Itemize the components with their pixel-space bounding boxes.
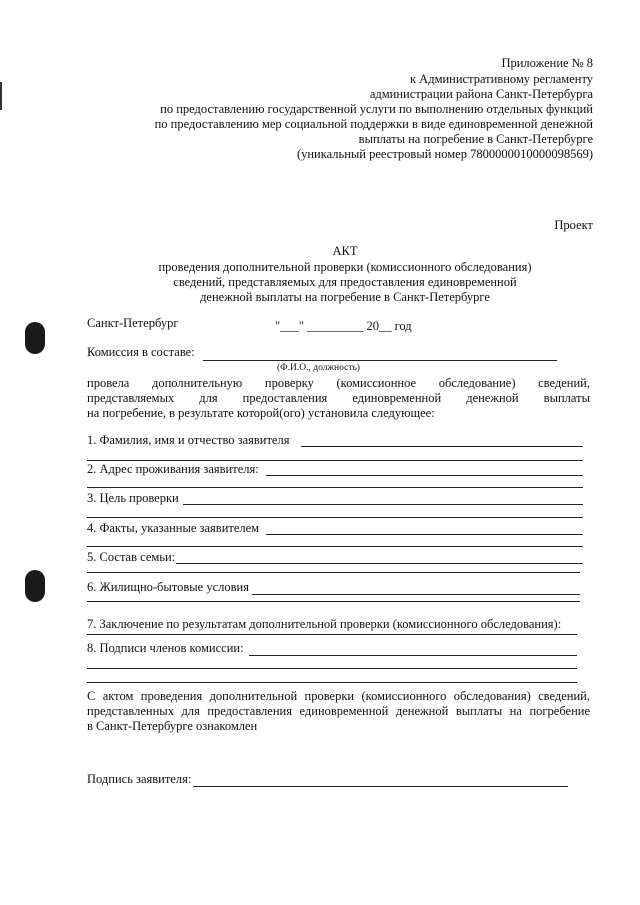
item-full-name: 1. Фамилия, имя и отчество заявителя	[87, 433, 290, 447]
item-living-conditions: 6. Жилищно-бытовые условия	[87, 580, 249, 594]
item-facts: 4. Факты, указанные заявителем	[87, 521, 260, 535]
field-line	[87, 668, 577, 669]
draft-label: Проект	[554, 218, 593, 232]
registry-number: (уникальный реестровый номер 7800000010000098569)	[296, 147, 593, 161]
item-purpose: 3. Цель проверки	[87, 491, 179, 505]
date-field: "___" _________ 20__ год	[275, 319, 412, 333]
field-line	[87, 572, 580, 573]
header-line: по предоставлению государственной услуги по выполнению отдельных функций	[160, 102, 593, 116]
field-line	[87, 682, 577, 683]
item-address: 2. Адрес проживания заявителя:	[87, 462, 259, 476]
field-line	[87, 601, 580, 602]
header-line: к Административному регламенту	[409, 72, 593, 86]
item-signatures: 8. Подписи членов комиссии:	[87, 641, 244, 655]
header-line: по предоставлению мер социальной поддержки в виде единовременной денежной	[154, 117, 593, 131]
field-line	[87, 634, 577, 635]
field-line	[266, 475, 583, 476]
field-line	[249, 655, 577, 656]
place: Санкт-Петербург	[87, 316, 179, 330]
commission-hint: (Ф.И.О., должность)	[277, 363, 360, 373]
field-line	[183, 504, 583, 505]
commission-text: провела дополнительную проверку (комиссионное обследование) сведений,	[87, 376, 590, 390]
field-line	[301, 446, 583, 447]
field-line	[252, 594, 580, 595]
header-line: выплаты на погребение в Санкт-Петербурге	[358, 132, 593, 146]
punch-hole-top	[25, 322, 45, 354]
scan-edge-mark	[0, 82, 2, 110]
field-line	[87, 517, 583, 518]
field-line	[176, 563, 583, 564]
title-line: проведения дополнительной проверки (комиссионного обследования)	[158, 260, 532, 274]
title-line: сведений, представляемых для предоставления единовременной	[173, 275, 517, 289]
ack-text: представленных для предоставления единовременной денежной выплаты на погребение	[87, 704, 590, 718]
field-line	[266, 534, 583, 535]
field-line	[87, 460, 583, 461]
punch-hole-bottom	[25, 570, 45, 602]
commission-text: на погребение, в результате которой(ого) установила следующее:	[87, 406, 435, 420]
item-conclusion: 7. Заключение по результатам дополнительной проверки (комиссионного обследования):	[87, 617, 562, 631]
commission-field-line	[203, 360, 557, 361]
field-line	[87, 487, 583, 488]
field-line	[87, 546, 583, 547]
signature-line	[193, 786, 568, 787]
header-line: администрации района Санкт-Петербурга	[369, 87, 593, 101]
commission-label: Комиссия в составе:	[87, 345, 195, 359]
ack-text: в Санкт-Петербурге ознакомлен	[87, 719, 258, 733]
title-line: денежной выплаты на погребение в Санкт-Петербурге	[200, 290, 490, 304]
title-heading: АКТ	[332, 244, 358, 258]
item-family: 5. Состав семьи:	[87, 550, 176, 564]
ack-text: С актом проведения дополнительной проверки (комиссионного обследования) сведений,	[87, 689, 590, 703]
commission-text: представляемых для предоставления единовременной денежной выплаты	[87, 391, 590, 405]
appendix-number: Приложение № 8	[501, 56, 593, 70]
applicant-signature-label: Подпись заявителя:	[87, 772, 192, 786]
